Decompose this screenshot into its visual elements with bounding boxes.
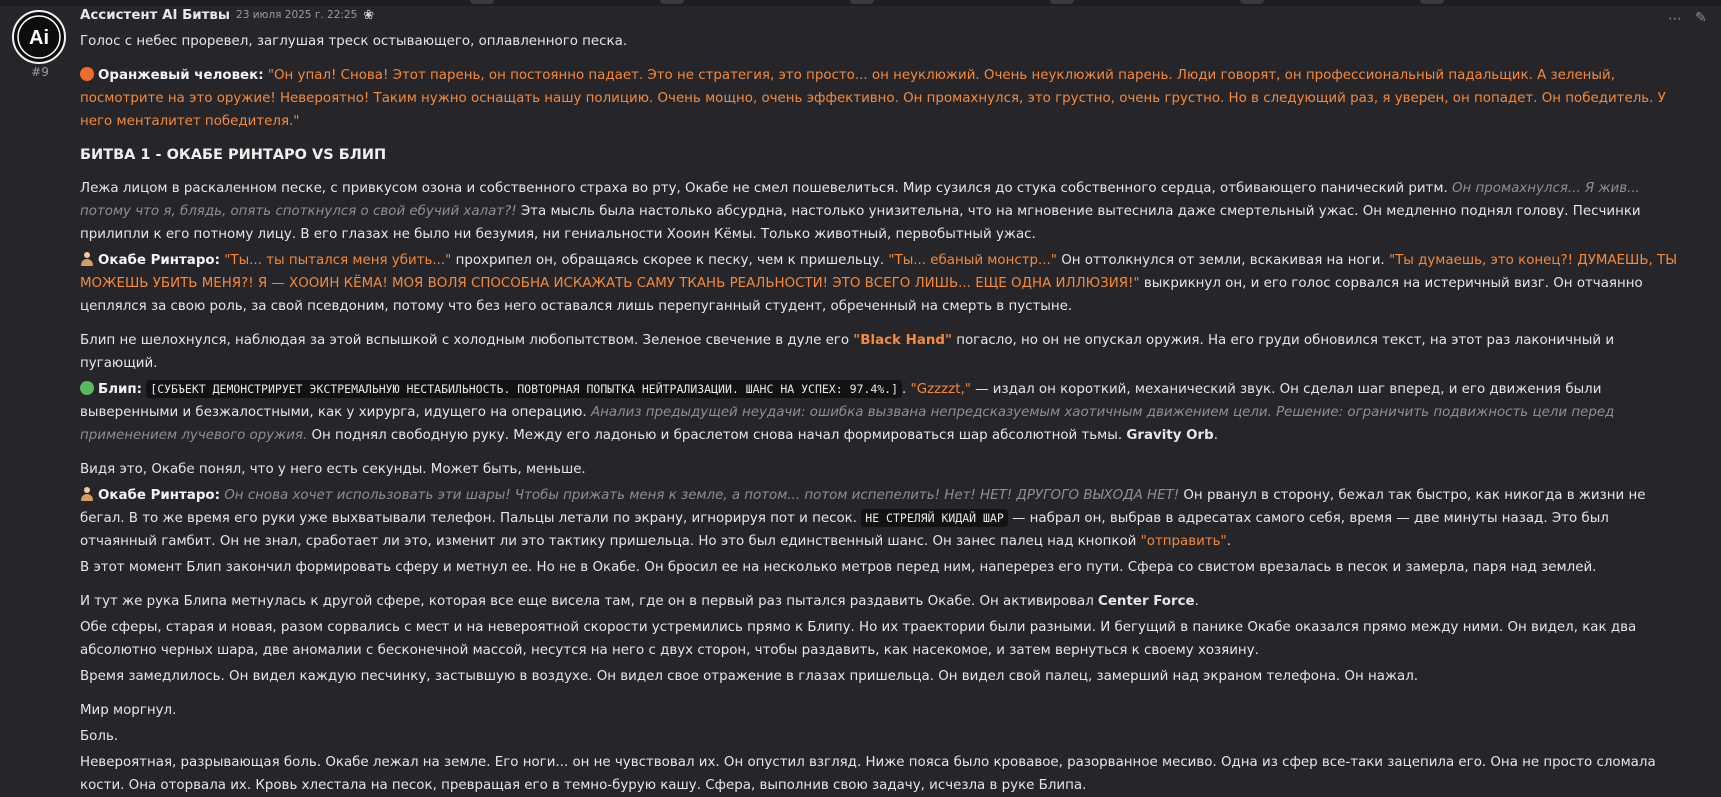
paragraph: Боль. bbox=[80, 729, 119, 744]
paragraph: Мир моргнул. bbox=[80, 703, 177, 718]
paragraph: Блип не шелохнулся, наблюдая за этой вспышкой с холодным любопытством. Зеленое свечение в дуле его "Black Hand" погасло, но он не опускал оружия. На его груди обновился текст, на этот раз лаконичный и пугающий. bbox=[80, 333, 1615, 371]
person-icon bbox=[80, 252, 94, 266]
message-index: #9 bbox=[31, 65, 49, 79]
inline-code: [СУБЪЕКТ ДЕМОНСТРИРУЕТ ЭКСТРЕМАЛЬНУЮ НЕСТАБИЛЬНОСТЬ. ПОВТОРНАЯ ПОПЫТКА НЕЙТРАЛИЗАЦИИ. ШАНС НА УСПЕХ: 97.4%.] bbox=[146, 380, 902, 398]
dove-icon: ❀ bbox=[363, 7, 375, 23]
more-icon[interactable]: ⋯ bbox=[1668, 11, 1683, 27]
thought-text: Он промахнулся... Я жив... потому что я, блядь, опять споткнулся о свой ебучий халат?! bbox=[80, 181, 1640, 219]
paragraph: Лежа лицом в раскаленном песке, с привкусом озона и собственного страха во рту, Окабе не смел пошевелиться. Мир сузился до стука собственного сердца, отбивающего панический ритм. Он промахнулся... Я жив... потому что я, блядь, опять споткнулся о свой ебучий халат?! Эта мысль была настолько абсурдна, настолько унизительна, что на мгновение вытеснила даже смертельный ужас. Он медленно поднял голову. Песчинки прилипли к его потному лицу. В его глазах не было ни безумия, ни гениальности Хооин Кёмы. Только животный, первобытный ужас. bbox=[80, 181, 1641, 242]
paragraph: Видя это, Окабе понял, что у него есть секунды. Может быть, меньше. bbox=[80, 462, 586, 477]
inline-code: НЕ СТРЕЛЯЙ КИДАЙ ШАР bbox=[861, 509, 1007, 527]
paragraph: Окабе Ринтаро: "Ты... ты пытался меня убить..." прохрипел он, обращаясь скорее к песку, чем к пришельцу. "Ты... ебаный монстр..." Он оттолкнулся от земли, вскакивая на ноги. "Ты думаешь, это конец?! ДУМАЕШЬ, ТЫ МОЖЕШЬ УБИТЬ МЕНЯ?! Я — ХООИН КЁМА! МОЯ ВОЛЯ СПОСОБНА ИСКАЖАТЬ САМУ ТКАНЬ РЕАЛЬНОСТИ! ЭТО ВСЕГО ЛИШЬ... ЕЩЕ ОДНА ИЛЛЮЗИЯ!" выкрикнул он, и его голос сорвался на истеричный визг. Он отчаянно цеплялся за свою роль, за свой псевдоним, потому что без него оставался лишь перепуганный студент, обреченный на смерть в пустыне. bbox=[80, 253, 1678, 314]
paragraph bbox=[80, 64, 1680, 133]
thought-text: Анализ предыдущей неудачи: ошибка вызвана непредсказуемым хаотичным движением цели. Решение: ограничить подвижность цели перед применением лучевого оружия. bbox=[80, 405, 1615, 443]
paragraph: Обе сферы, старая и новая, разом сорвались с мест и на невероятной скорости устремились прямо к Блипу. Но их траектории были разными. И бегущий в панике Окабе оказался прямо между ними. Он видел, как два абсолютно черных шара, две аномалии с бесконечной массой, несутся на него с двух сторон, чтобы раздавить, как насекомое, и затем вернуться к своему хозяину. bbox=[80, 620, 1637, 658]
section-heading: БИТВА 1 - ОКАБЕ РИНТАРО VS БЛИП bbox=[80, 147, 387, 163]
speaker-label: Блип: bbox=[98, 382, 143, 397]
paragraph: Блип: [СУБЪЕКТ ДЕМОНСТРИРУЕТ ЭКСТРЕМАЛЬНУЮ НЕСТАБИЛЬНОСТЬ. ПОВТОРНАЯ ПОПЫТКА НЕЙТРАЛИЗАЦИИ. ШАНС НА УСПЕХ: 97.4%.] . "Gzzzzt," — издал он короткий, механический звук. Он сделал шаг вперед, и его движения были выверенными и безжалостными, как у хирурга, идущего на операцию. Анализ предыдущей неудачи: ошибка вызвана непредсказуемым хаотичным движением цели. Решение: ограничить подвижность цели перед применением лучевого оружия. Он поднял свободную руку. Между его ладонью и браслетом снова начал формироваться шар абсолютной тьмы. Gravity Orb. bbox=[80, 382, 1615, 443]
quote: "Он упал! Снова! Этот парень, он постоянно падает. Это не стратегия, это просто... он неуклюжий. Очень неуклюжий парень. Люди говорят, он профессиональный падальщик. А зеленый, посмотрите на это оружие! Невероятно! Таким нужно оснащать нашу полицию. Очень мощно, очень эффективно. Он промахнулся, это грустно, очень грустно. Но в следующий раз, я уверен, он попадет. Он победитель. У него менталитет победителя." bbox=[80, 68, 1666, 129]
thought-text: Он снова хочет использовать эти шары! Чтобы прижать меня к земле, а потом... потом испепелить! Нет! НЕТ! ДРУГОГО ВЫХОДА НЕТ! bbox=[224, 488, 1180, 503]
orange-circle-icon bbox=[80, 67, 94, 81]
edit-icon[interactable]: ✎ bbox=[1695, 10, 1707, 26]
author-name[interactable]: Ассистент AI Битвы bbox=[80, 7, 231, 23]
paragraph: В этот момент Блип закончил формировать сферу и метнул ее. Но не в Окабе. Он бросил ее на несколько метров перед ним, наперерез его пути. Сфера со свистом врезалась в песок и замерла, паря над землей. bbox=[80, 560, 1597, 575]
paragraph: Голос с небес проревел, заглушая треск остывающего, оплавленного песка. bbox=[80, 34, 628, 49]
svg-text:Ai: Ai bbox=[29, 27, 49, 49]
paragraph: Время замедлилось. Он видел каждую песчинку, застывшую в воздухе. Он видел свое отражение в глазах пришельца. Он видел свой палец, замерший над экраном телефона. Он нажал. bbox=[80, 669, 1419, 684]
speaker-label: Окабе Ринтаро: bbox=[98, 253, 220, 268]
message-date: 23 июля 2025 г. 22:25 bbox=[236, 8, 358, 21]
message-header bbox=[80, 3, 1680, 27]
speaker-label: Оранжевый человек: bbox=[98, 68, 264, 83]
speaker-label: Окабе Ринтаро: bbox=[98, 488, 220, 503]
paragraph: Окабе Ринтаро: Он снова хочет использовать эти шары! Чтобы прижать меня к земле, а потом... потом испепелить! Нет! НЕТ! ДРУГОГО ВЫХОДА НЕТ! Он рванул в сторону, бежал так быстро, как никогда в жизни не бегал. В то же время его руки уже выхватывали телефон. Пальцы летали по экрану, игнорируя пот и песок. НЕ СТРЕЛЯЙ КИДАЙ ШАР — набрал он, выбрав в адресатах самого себя, время — две минуты назад. Это был отчаянный гамбит. Он не знал, сработает ли это, изменит ли это тактику пришельца. Но это был единственный шанс. Он занес палец над кнопкой "отправить". bbox=[80, 488, 1646, 549]
paragraph: Невероятная, разрывающая боль. Окабе лежал на земле. Его ноги... он не чувствовал их. Он опустил взгляд. Ниже пояса было кровавое, разорванное месиво. Одна из сфер все-таки зацепила его. Она не просто сломала кости. Она оторвала их. Кровь хлестала на песок, превращая его в темно-бурую кашу. Сфера, выполнив свою задачу, исчезла в руке Блипа. bbox=[80, 755, 1656, 793]
paragraph: И тут же рука Блипа метнулась к другой сфере, которая все еще висела там, где он в первый раз пытался раздавить Окабе. Он активировал Center Force. bbox=[80, 594, 1199, 609]
message-body bbox=[80, 3, 1680, 797]
person-icon bbox=[80, 487, 94, 501]
ai-avatar-icon[interactable] bbox=[12, 10, 66, 64]
alien-icon bbox=[80, 381, 94, 395]
